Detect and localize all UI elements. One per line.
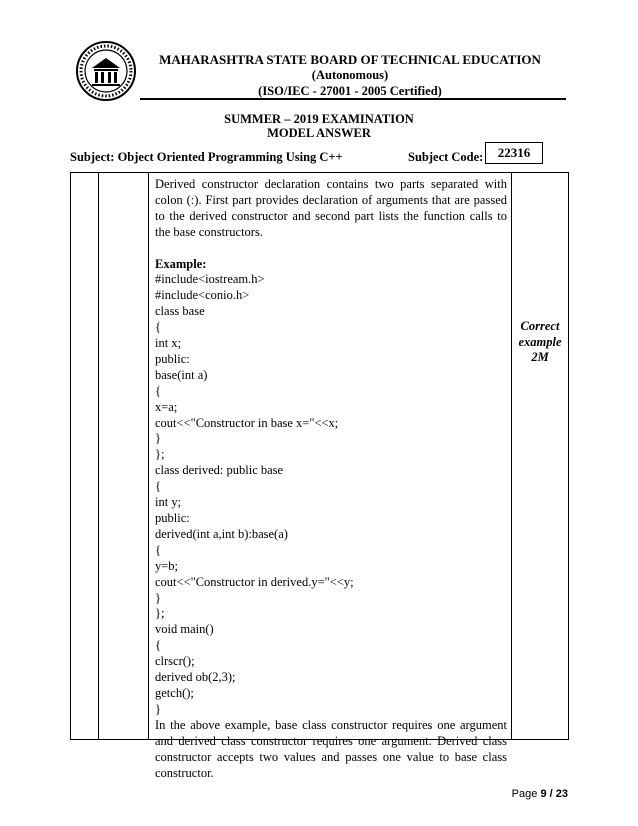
code-line: cout<<"Constructor in base x="<<x; — [155, 415, 339, 430]
code-line: int x; — [155, 336, 182, 351]
marks-line: Correct — [520, 319, 560, 333]
header-rule — [140, 98, 566, 100]
example-heading: Example: — [155, 256, 207, 271]
marks-value: 2M — [531, 350, 549, 364]
page-separator: / — [549, 788, 553, 800]
page-current: 9 — [540, 788, 547, 800]
code-line: class derived: public base — [155, 463, 284, 478]
page-total: 23 — [555, 788, 568, 800]
subject-code-label: Subject Code: — [408, 150, 484, 164]
autonomous-label: (Autonomous) — [311, 68, 389, 82]
code-line: clrscr(); — [155, 654, 195, 669]
code-line: { — [155, 542, 161, 557]
code-line: public: — [155, 511, 190, 526]
code-line: class base — [155, 304, 205, 319]
msbte-seal-logo — [75, 40, 137, 102]
page-word: Page — [511, 788, 538, 800]
code-line: { — [155, 383, 161, 398]
subject-code-box: 22316 — [485, 142, 543, 164]
code-line: x=a; — [155, 399, 178, 414]
marks-cell — [513, 319, 567, 366]
code-line: getch(); — [155, 685, 194, 700]
code-line: base(int a) — [155, 367, 208, 382]
code-line: }; — [155, 606, 165, 621]
answer-content — [155, 177, 507, 781]
code-line: } — [155, 701, 161, 716]
marks-line: example — [518, 334, 562, 349]
certification-label: (ISO/IEC - 27001 - 2005 Certified) — [258, 84, 442, 98]
code-line: #include<iostream.h> — [155, 272, 265, 287]
subject-title: Subject: Object Oriented Programming Using C++ — [70, 150, 343, 164]
code-line: #include<conio.h> — [155, 288, 250, 303]
answer-table — [70, 172, 569, 780]
code-line: { — [155, 638, 161, 653]
column-divider — [148, 173, 149, 739]
intro-paragraph: Derived constructor declaration contains two parts separated with colon (:). First part provides declaration of arguments that are passed to the derived constructor and second part lists the function calls to the base constructors. — [155, 177, 507, 239]
code-line: public: — [155, 351, 190, 366]
code-line: }; — [155, 447, 165, 462]
conclusion-paragraph: In the above example, base class constructor requires one argument and derived class constructor requires one argument. Derived class constructor accepts two values and passes one value to base class constructor. — [155, 717, 507, 780]
code-line: y=b; — [155, 558, 179, 573]
code-block — [155, 272, 507, 717]
column-divider — [98, 173, 99, 739]
column-divider — [511, 173, 512, 739]
code-line: { — [155, 320, 161, 335]
page-footer — [512, 788, 568, 800]
board-name: MAHARASHTRA STATE BOARD OF TECHNICAL EDUCATION — [159, 52, 541, 67]
code-line: int y; — [155, 495, 182, 510]
exam-type: MODEL ANSWER — [267, 126, 371, 140]
code-line: void main() — [155, 622, 214, 637]
code-line: { — [155, 479, 161, 494]
exam-session: SUMMER – 2019 EXAMINATION — [224, 112, 414, 126]
code-line: derived ob(2,3); — [155, 670, 236, 685]
code-line: } — [155, 431, 161, 446]
code-line: derived(int a,int b):base(a) — [155, 526, 288, 541]
code-line: cout<<"Constructor in derived.y="<<y; — [155, 574, 354, 589]
code-line: } — [155, 590, 161, 605]
